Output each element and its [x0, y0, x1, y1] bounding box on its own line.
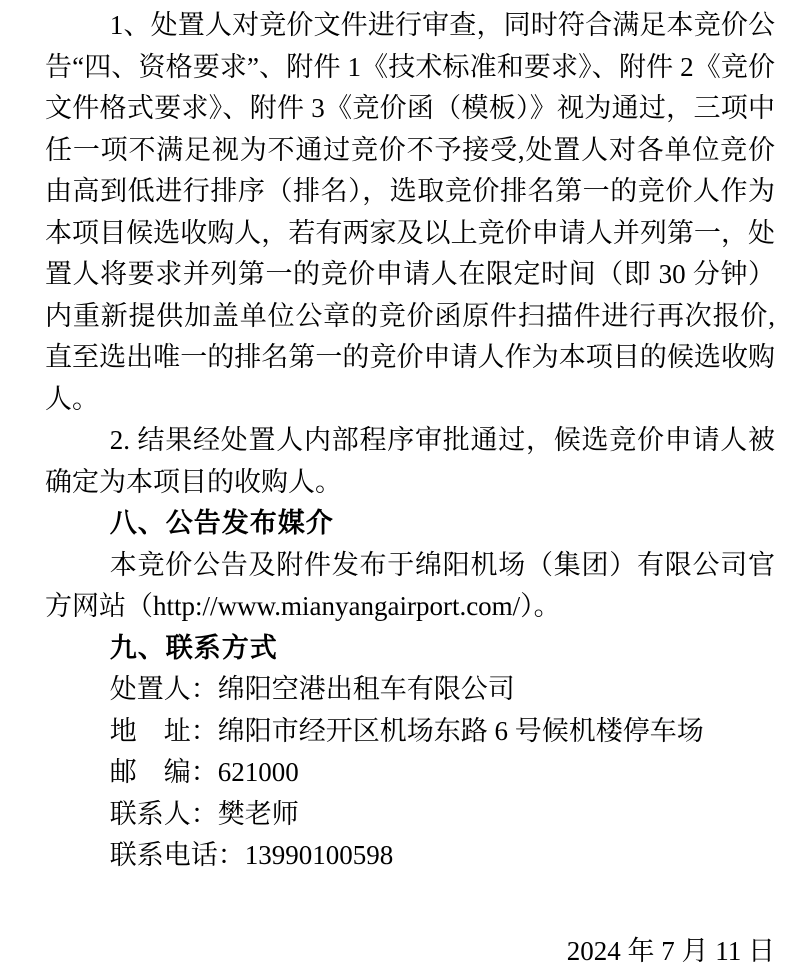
document-date: 2024 年 7 月 11 日 — [566, 936, 775, 966]
paragraph-publish-website: 本竞价公告及附件发布于绵阳机场（集团）有限公司官方网站（http://www.mianyangairport.com/）。 — [45, 549, 775, 621]
section-heading-contact-info: 九、联系方式 — [109, 632, 278, 663]
contact-line-phone — [45, 835, 775, 877]
contact-label-disposer: 处置人： — [109, 674, 218, 704]
paragraph-review-rules: 1、处置人对竞价文件进行审查，同时符合满足本竞价公告“四、资格要求”、附件 1《技术标准和要求》、附件 2《竞价文件格式要求》、附件 3《竞价函（模板）》视为通过，三项中任一项不满足视为不通过竞价不予接受,处置人对各单位竞价由高到低进行排序（排名），选取竞价排名第一的竞价人作为本项目候选收购人，若有两家及以上竞价申请人并列第一，处置人将要求并列第一的竞价申请人在限定时间（即 30 分钟）内重新提供加盖单位公章的竞价函原件扫描件进行再次报价,直至选出唯一的排名第一的竞价申请人作为本项目的候选收购人。 — [45, 10, 775, 414]
paragraph-approval-result: 2. 结果经处置人内部程序审批通过，候选竞价申请人被确定为本项目的收购人。 — [45, 425, 775, 497]
contact-value-person: 樊老师 — [217, 798, 299, 829]
contact-line-address — [45, 711, 775, 753]
document-body — [45, 5, 775, 877]
contact-value-address: 绵阳市经开区机场东路 6 号候机楼停车场 — [217, 715, 704, 746]
section-heading-announcement-media: 八、公告发布媒介 — [109, 508, 334, 538]
contact-label-person: 联系人： — [109, 798, 218, 829]
contact-line-postcode — [45, 752, 775, 794]
contact-label-postcode: 邮 编： — [109, 757, 218, 787]
contact-label-address: 地 址： — [109, 715, 218, 746]
contact-line-person — [45, 794, 775, 836]
contact-value-postcode: 621000 — [217, 757, 299, 787]
contact-value-phone: 13990100598 — [244, 840, 394, 870]
contact-value-disposer: 绵阳空港出租车有限公司 — [217, 674, 515, 704]
contact-line-disposer — [45, 669, 775, 711]
contact-label-phone: 联系电话： — [109, 840, 245, 870]
